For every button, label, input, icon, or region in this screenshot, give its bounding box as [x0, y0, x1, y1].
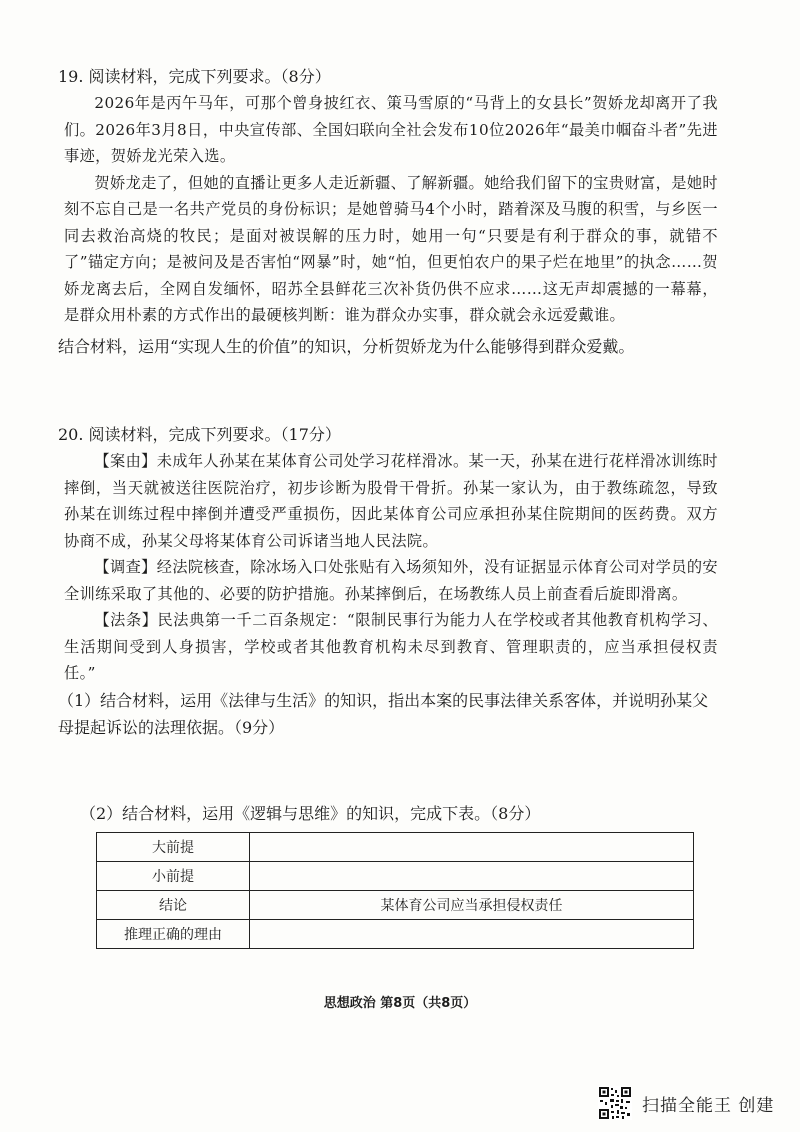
page-footer: 思想政治 第8页（共8页） — [323, 996, 477, 1011]
table-row-value — [250, 920, 694, 949]
table-row-label: 推理正确的理由 — [97, 920, 250, 949]
question-19-task: 结合材料，运用“实现人生的价值”的知识，分析贺娇龙为什么能够得到群众爱戴。 — [58, 336, 635, 356]
table-row-value: 某体育公司应当承担侵权责任 — [250, 891, 694, 920]
syllogism-table — [96, 832, 694, 949]
table-row — [97, 833, 694, 862]
qr-code-icon — [598, 1086, 632, 1120]
table-row-label: 结论 — [97, 891, 250, 920]
table-row — [97, 891, 694, 920]
question-20 — [58, 422, 718, 741]
question-20-law: 【法条】民法典第一千二百条规定：“限制民事行为能力人在学校或者其他教育机构学习、生活期间受到人身损害，学校或者其他教育机构未尽到教育、管理职责的，应当承担侵权责任。” — [64, 611, 718, 682]
question-19-para-1: 2026年是丙午马年，可那个曾身披红衣、策马雪原的“马背上的女县长”贺娇龙却离开了我们。2026年3月8日，中央宣传部、全国妇联向全社会发布10位2026年“最美巾帼奋斗者”先进事迹，贺娇龙光荣入选。 — [64, 94, 718, 165]
question-20-case: 【案由】未成年人孙某在某体育公司处学习花样滑冰。某一天，孙某在进行花样滑冰训练时摔倒，当天就被送往医院治疗，初步诊断为股骨干骨折。孙某一家认为，由于教练疏忽，导致孙某在训练过程中摔倒并遭受严重损伤，因此某体育公司应承担孙某住院期间的医药费。双方协商不成，孙某父母将某体育公司诉诸当地人民法院。 — [64, 452, 718, 550]
table-row — [97, 920, 694, 949]
question-19 — [58, 64, 718, 360]
table-row-value — [250, 833, 694, 862]
question-20-investigation: 【调查】经法院核查，除冰场入口处张贴有入场须知外，没有证据显示体育公司对学员的安全训练采取了其他的、必要的防护措施。孙某摔倒后，在场教练人员上前查看后旋即滑离。 — [64, 558, 718, 603]
table-row-value — [250, 862, 694, 891]
question-20-sub-1: （1）结合材料，运用《法律与生活》的知识，指出本案的民事法律关系客体，并说明孙某父母提起诉讼的法理依据。（9分） — [58, 690, 709, 737]
question-19-heading: 19. 阅读材料，完成下列要求。（8分） — [58, 67, 331, 86]
table-row — [97, 862, 694, 891]
question-20-sub-2: （2）结合材料，运用《逻辑与思维》的知识，完成下表。（8分） — [80, 804, 541, 823]
question-20-heading: 20. 阅读材料，完成下列要求。（17分） — [58, 425, 341, 444]
table-row-label: 小前提 — [97, 862, 250, 891]
watermark-text: 扫描全能王 创建 — [642, 1095, 775, 1116]
table-row-label: 大前提 — [97, 833, 250, 862]
question-19-para-2: 贺娇龙走了，但她的直播让更多人走近新疆、了解新疆。她给我们留下的宝贵财富，是她时刻不忘自己是一名共产党员的身份标识；是她曾骑马4个小时，踏着深及马腹的积雪，与乡医一同去救治高烧的牧民；是面对被误解的压力时，她用一句“只要是有利于群众的事，就错不了”锚定方向；是被问及是否害怕“网暴”时，她“怕，但更怕农户的果子烂在地里”的执念……贺娇龙离去后，全网自发缅怀，昭苏全县鲜花三次补货仍供不应求……这无声却震撼的一幕幕，是群众用朴素的方式作出的最硬核判断：谁为群众办实事，群众就会永远爱戴谁。 — [64, 173, 718, 324]
scanner-watermark — [598, 1086, 774, 1120]
